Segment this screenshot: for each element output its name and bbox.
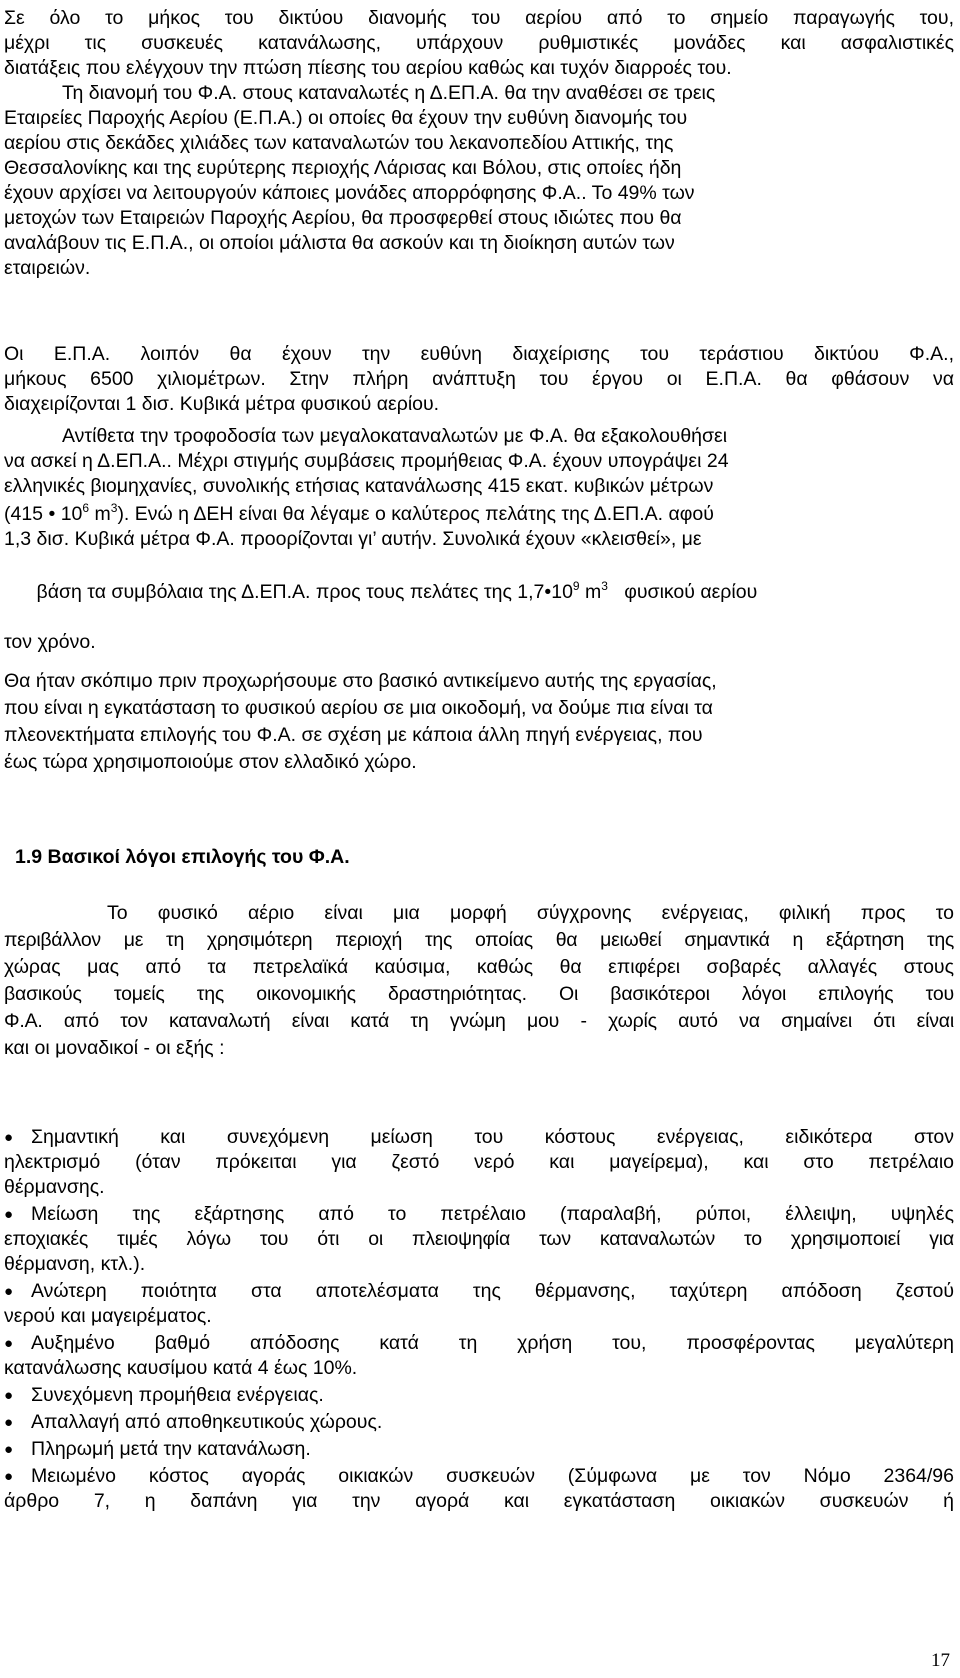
bullet-icon: ● — [4, 1387, 14, 1404]
text-line: έως τώρα χρησιμοποιούμε στον ελλαδικό χώρο. — [4, 751, 417, 773]
text-line: βάση τα συμβόλαια της Δ.ΕΠ.Α. προς τους πελάτες της $1,7•10^9$ $m^3$ φυσικού αερίου — [36, 579, 758, 603]
text-line: έχουν αρχίσει να λειτουργούν κάποιες μονάδες απορρόφησης Φ.Α.. Το 49% των — [4, 182, 695, 204]
text-line: τον χρόνο. — [4, 631, 96, 653]
list-item: ● Απαλλαγή από αποθηκευτικούς χώρους. — [4, 1411, 383, 1433]
text-line: Θα ήταν σκόπιμο πριν προχωρήσουμε στο βασικό αντικείμενο αυτής της εργασίας, — [4, 670, 717, 692]
text-line: Εταιρείες Παροχής Αερίου (Ε.Π.Α.) οι οποίες θα έχουν την ευθύνη διανομής του — [4, 107, 688, 129]
text-line: περιβάλλον με τη χρησιμότερη περιοχή της οποίας θα μειωθεί σημαντικά η εξάρτηση της — [4, 929, 954, 951]
page-number: 17 — [931, 1650, 950, 1671]
bullet-icon: ● — [4, 1468, 14, 1485]
text-line: αερίου στις δεκάδες χιλιάδες των καταναλωτών του λεκανοπεδίου Αττικής, της — [4, 132, 674, 154]
bullet-icon: ● — [4, 1283, 14, 1300]
list-item: ● Μειωμένο κόστος αγοράς οικιακών συσκευών (Σύμφωνα με τον Νόμο 2364/96 άρθρο 7, η δαπάνη για την αγορά και εγκατάσταση οικιακών συσκευών ή — [4, 1465, 954, 1512]
text-line: Θεσσαλονίκης και της ευρύτερης περιοχής Λάρισας και Βόλου, στις οποίες ήδη — [4, 157, 682, 179]
paragraph-advantages-intro — [4, 668, 954, 776]
list-item: ● Αυξημένο βαθμό απόδοσης κατά τη χρήση του, προσφέροντας μεγαλύτερη κατανάλωσης καυσίμου κατά 4 έως 10%. — [4, 1332, 954, 1379]
bullet-icon: ● — [4, 1335, 14, 1352]
text-line: να ασκεί η Δ.ΕΠ.Α.. Μέχρι στιγμής συμβάσεις προμήθειας Φ.Α. έχουν υπογράψει 24 — [4, 450, 729, 472]
text-line: Το φυσικό αέριο είναι μια μορφή σύγχρονης ενέργειας, φιλική προς το — [107, 902, 954, 924]
text-line: πλεονεκτήματα επιλογής του Φ.Α. σε σχέση με κάποια άλλη πηγή ενέργειας, που — [4, 724, 703, 746]
list-item: ● Συνεχόμενη προμήθεια ενέργειας. — [4, 1384, 324, 1406]
text-line: μετοχών των Εταιρειών Παροχής Αερίου, θα προσφερθεί στους ιδιώτες που θα — [4, 207, 682, 229]
list-item: ● Πληρωμή μετά την κατανάλωση. — [4, 1438, 311, 1460]
bullet-icon: ● — [4, 1414, 14, 1431]
list-item: ● Ανώτερη ποιότητα στα αποτελέσματα της θέρμανσης, ταχύτερη απόδοση ζεστού νερού και μαγειρέματος. — [4, 1280, 954, 1327]
text-line: (415 • $10^6$ $m^3$). Ενώ η ΔΕΗ είναι θα λέγαμε ο καλύτερος πελάτης της Δ.ΕΠ.Α. αφού — [4, 501, 714, 525]
text-line: Αντίθετα την τροφοδοσία των μεγαλοκαταναλωτών με Φ.Α. θα εξακολουθήσει — [62, 425, 728, 447]
paragraph-natural-gas — [4, 900, 954, 1062]
text-line: διατάξεις που ελέγχουν την πτώση πίεσης του αερίου καθώς και τυχόν διαρροές του. — [4, 57, 732, 79]
paragraph-epa-network — [4, 342, 954, 417]
text-line: 1,3 δισ. Κυβικά μέτρα Φ.Α. προορίζονται γι’ αυτήν. Συνολικά έχουν «κλεισθεί», με — [4, 528, 702, 550]
advantages-list — [4, 1125, 954, 1514]
paragraph-large-consumers — [4, 424, 954, 655]
list-item: ● Σημαντική και συνεχόμενη μείωση του κόστους ενέργειας, ειδικότερα στον ηλεκτρισμό (όταν πρόκειται για ζεστό νερό και μαγείρεμα), και στο πετρέλαιο θέρμανσης. — [4, 1126, 954, 1198]
text-line: ελληνικές βιομηχανίες, συνολικής ετήσιας κατανάλωσης 415 εκατ. κυβικών μέτρων — [4, 475, 714, 497]
text-line: Σε όλο το μήκος του δικτύου διανομής του αερίου από το σημείο παραγωγής του, — [4, 7, 954, 29]
text-line: μέχρι τις συσκευές κατανάλωσης, υπάρχουν ρυθμιστικές μονάδες και ασφαλιστικές — [4, 32, 954, 54]
bullet-icon: ● — [4, 1206, 14, 1223]
text-line: Οι Ε.Π.Α. λοιπόν θα έχουν την ευθύνη διαχείρισης του τεράστιου δικτύου Φ.Α., — [4, 343, 954, 365]
paragraph-gas-distribution — [4, 6, 954, 281]
text-line: που είναι η εγκατάσταση το φυσικού αερίου σε μια οικοδομή, να δούμε πια είναι τα — [4, 697, 713, 719]
bullet-icon: ● — [4, 1129, 14, 1146]
list-item: ● Μείωση της εξάρτησης από το πετρέλαιο (παραλαβή, ρύποι, έλλειψη, υψηλές εποχιακές τιμές λόγω του ότι οι πλειοψηφία των καταναλωτών το χρησιμοποιεί για θέρμανση, κτλ.). — [4, 1203, 954, 1275]
text-line: βασικούς τομείς της οικονομικής δραστηριότητας. Οι βασικότεροι λόγοι επιλογής του — [4, 983, 954, 1005]
text-line: διαχειρίζονται 1 δισ. Κυβικά μέτρα φυσικού αερίου. — [4, 393, 440, 415]
text-line: εταιρειών. — [4, 257, 91, 279]
section-heading: 1.9 Βασικοί λόγοι επιλογής του Φ.Α. — [15, 846, 350, 868]
text-line: και οι μοναδικοί - οι εξής : — [4, 1037, 225, 1059]
text-line: χώρας μας από τα πετρελαϊκά καύσιμα, καθώς θα επιφέρει σοβαρές αλλαγές στους — [4, 956, 954, 978]
text-line: Φ.Α. από τον καταναλωτή είναι κατά τη γνώμη μου - χωρίς αυτό να σημαίνει ότι είναι — [4, 1010, 954, 1032]
bullet-icon: ● — [4, 1441, 14, 1458]
text-line: μήκους 6500 χιλιομέτρων. Στην πλήρη ανάπτυξη του έργου οι Ε.Π.Α. θα φθάσουν να — [4, 368, 954, 390]
text-line: αναλάβουν τις Ε.Π.Α., οι οποίοι μάλιστα θα ασκούν και τη διοίκηση αυτών των — [4, 232, 675, 254]
text-line: Τη διανομή του Φ.Α. στους καταναλωτές η Δ.ΕΠ.Α. θα την αναθέσει σε τρεις — [62, 82, 716, 104]
